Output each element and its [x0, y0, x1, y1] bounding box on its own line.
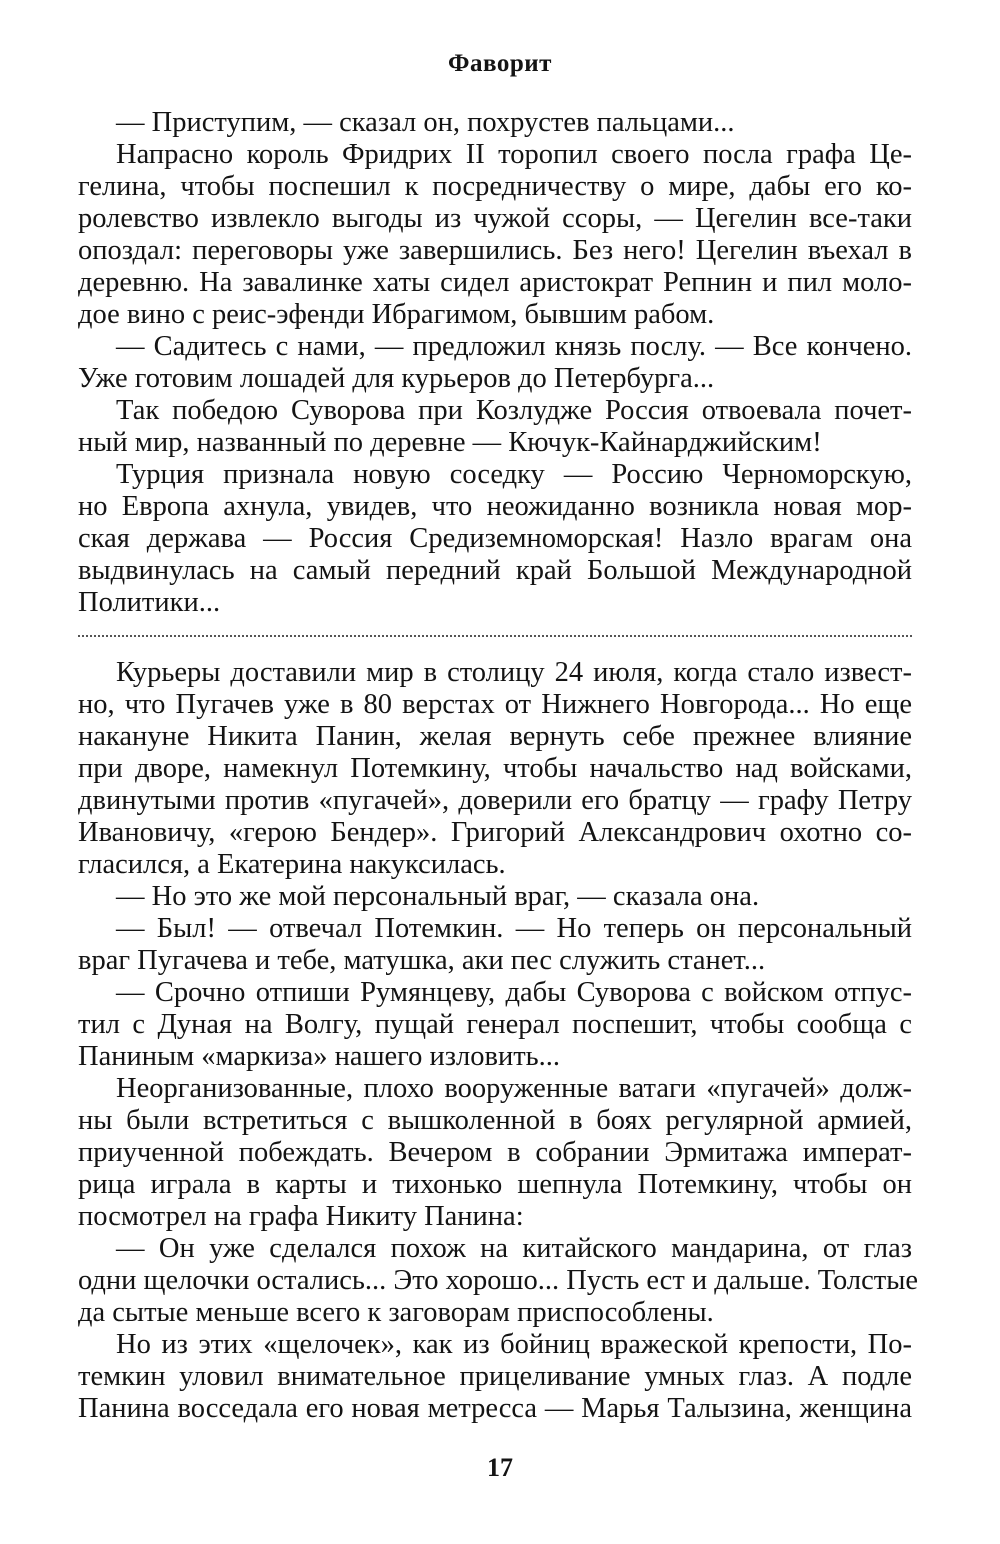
text-line: Ивановичу, «герою Бендер». Григорий Александрович охотно со- [78, 817, 912, 848]
text-line: — Садитесь с нами, — предложил князь послу. — Все кончено. [116, 331, 912, 362]
text-line: ный мир, названный по деревне — Кючук-Кайнарджийским! [78, 427, 822, 458]
text-line: враг Пугачева и тебе, матушка, аки пес служить станет... [78, 945, 766, 976]
text-line: темкин уловил внимательное прицеливание умных глаз. А подле [78, 1361, 912, 1392]
text-line: деревню. На завалинке хаты сидел аристократ Репнин и пил моло- [78, 267, 912, 298]
text-line: — Но это же мой персональный враг, — сказала она. [116, 881, 760, 912]
text-line: выдвинулась на самый передний край Большой Международной [78, 555, 912, 586]
text-line: да сытые меньше всего к заговорам приспособлены. [78, 1297, 714, 1328]
text-line: ны были встретиться с вышколенной в боях регулярной армией, [78, 1105, 912, 1136]
text-section-1 [78, 107, 912, 619]
text-section-2 [78, 657, 919, 1425]
text-line: Курьеры доставили мир в столицу 24 июля, когда стало извест- [116, 657, 912, 688]
section-separator [78, 619, 912, 657]
text-line: Политики... [78, 587, 221, 618]
text-line: приученной побеждать. Вечером в собрании Эрмитажа императ- [78, 1137, 912, 1168]
text-line: гласился, а Екатерина накуксилась. [78, 849, 506, 880]
text-line: тил с Дуная на Волгу, пущай генерал поспешит, чтобы сообща с [78, 1009, 912, 1040]
text-line: но Европа ахнула, увидев, что неожиданно возникла новая мор- [78, 491, 912, 522]
text-line: — Срочно отпиши Румянцеву, дабы Суворова с войском отпус- [116, 977, 912, 1008]
text-line: накануне Никита Панин, желая вернуть себе прежнее влияние [78, 721, 912, 752]
text-line: Так победою Суворова при Козлудже Россия отвоевала почет- [116, 395, 912, 426]
dotted-rule [78, 635, 912, 637]
text-line: дое вино с реис-эфенди Ибрагимом, бывшим рабом. [78, 299, 715, 330]
text-line: при дворе, намекнул Потемкину, чтобы начальство над войсками, [78, 753, 912, 784]
text-line: гелина, чтобы поспешил к посредничеству о мире, дабы его ко- [78, 171, 912, 202]
text-line: ская держава — Россия Средиземноморская! Назло врагам она [78, 523, 912, 554]
text-line: но, что Пугачев уже в 80 верстах от Нижнего Новгорода... Но еще [78, 689, 912, 720]
text-line: двинутыми против «пугачей», доверили его братцу — графу Петру [78, 785, 912, 816]
text-line: одни щелочки остались... Это хорошо... Пусть ест и дальше. Толстые [78, 1265, 919, 1296]
text-line: Панина восседала его новая метресса — Марья Талызина, женщина [78, 1393, 912, 1424]
text-line: — Приступим, — сказал он, похрустев пальцами... [116, 107, 735, 138]
text-line: Неорганизованные, плохо вооруженные ватаги «пугачей» долж- [116, 1073, 912, 1104]
text-line: Турция признала новую соседку — Россию Черноморскую, [116, 459, 912, 490]
text-line: ролевство извлекло выгоды из чужой ссоры, — Цегелин все-таки [78, 203, 912, 234]
page-number: 17 [487, 1453, 513, 1482]
text-line: Уже готовим лошадей для курьеров до Петербурга... [78, 363, 715, 394]
text-line: Напрасно король Фридрих II торопил своего посла графа Це- [116, 139, 912, 170]
text-line: опоздал: переговоры уже завершились. Без него! Цегелин въехал в [78, 235, 912, 266]
text-line: — Был! — отвечал Потемкин. — Но теперь он персональный [116, 913, 912, 944]
text-line: Но из этих «щелочек», как из бойниц вражеской крепости, По- [116, 1329, 912, 1360]
text-line: посмотрел на графа Никиту Панина: [78, 1201, 524, 1232]
running-head: Фаворит [448, 50, 552, 77]
text-line: рица играла в карты и тихонько шепнула Потемкину, чтобы он [78, 1169, 912, 1200]
text-line: Паниным «маркиза» нашего изловить... [78, 1041, 561, 1072]
page-body [78, 107, 919, 1425]
text-line: — Он уже сделался похож на китайского мандарина, от глаз [116, 1233, 912, 1264]
